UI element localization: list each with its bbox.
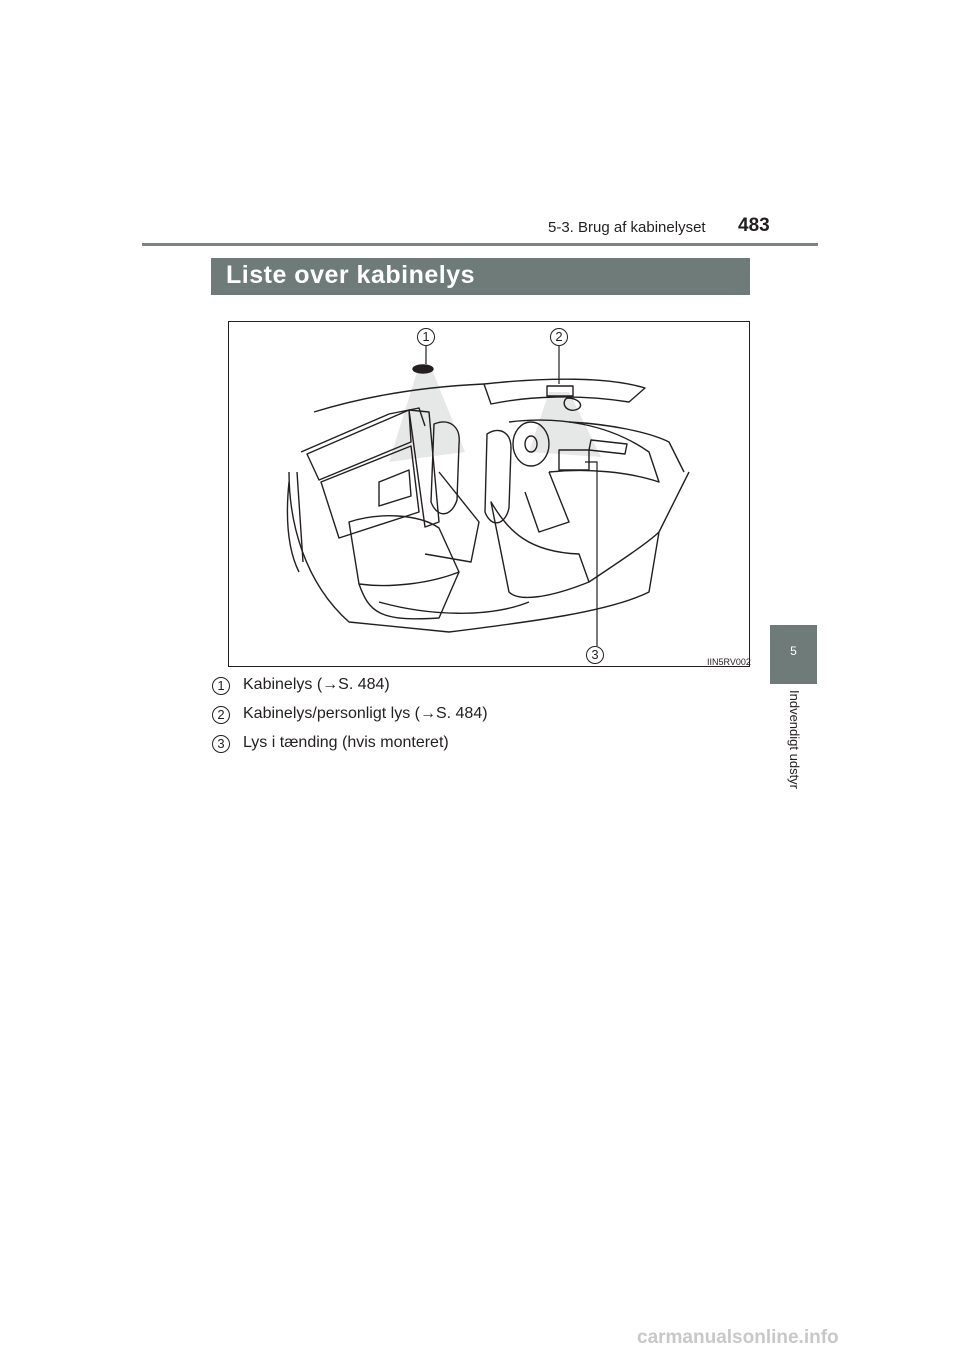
legend-text: Lys i tænding (hvis monteret) (243, 734, 449, 751)
chapter-tab: 5 (770, 625, 817, 684)
car-interior-drawing (229, 322, 749, 666)
legend-number: 2 (212, 706, 230, 724)
figure-code: IIN5RV002 (707, 657, 751, 667)
header-rule (142, 243, 818, 246)
page-number: 483 (738, 215, 770, 236)
legend-number: 1 (212, 677, 230, 695)
legend-text: Kabinelys/personligt lys (→S. 484) (243, 705, 488, 722)
callout-1: 1 (417, 328, 435, 346)
section-title: Liste over kabinelys (211, 258, 750, 295)
chapter-label (779, 690, 811, 810)
legend-number: 3 (212, 735, 230, 753)
chapter-label-text: Indvendigt udstyr (787, 690, 802, 790)
running-header: 5-3. Brug af kabinelyset (548, 219, 706, 236)
cabin-illustration (228, 321, 750, 667)
callout-3: 3 (586, 646, 604, 664)
legend-text: Kabinelys (→S. 484) (243, 676, 390, 693)
watermark: carmanualsonline.info (637, 1327, 839, 1348)
callout-2: 2 (550, 328, 568, 346)
